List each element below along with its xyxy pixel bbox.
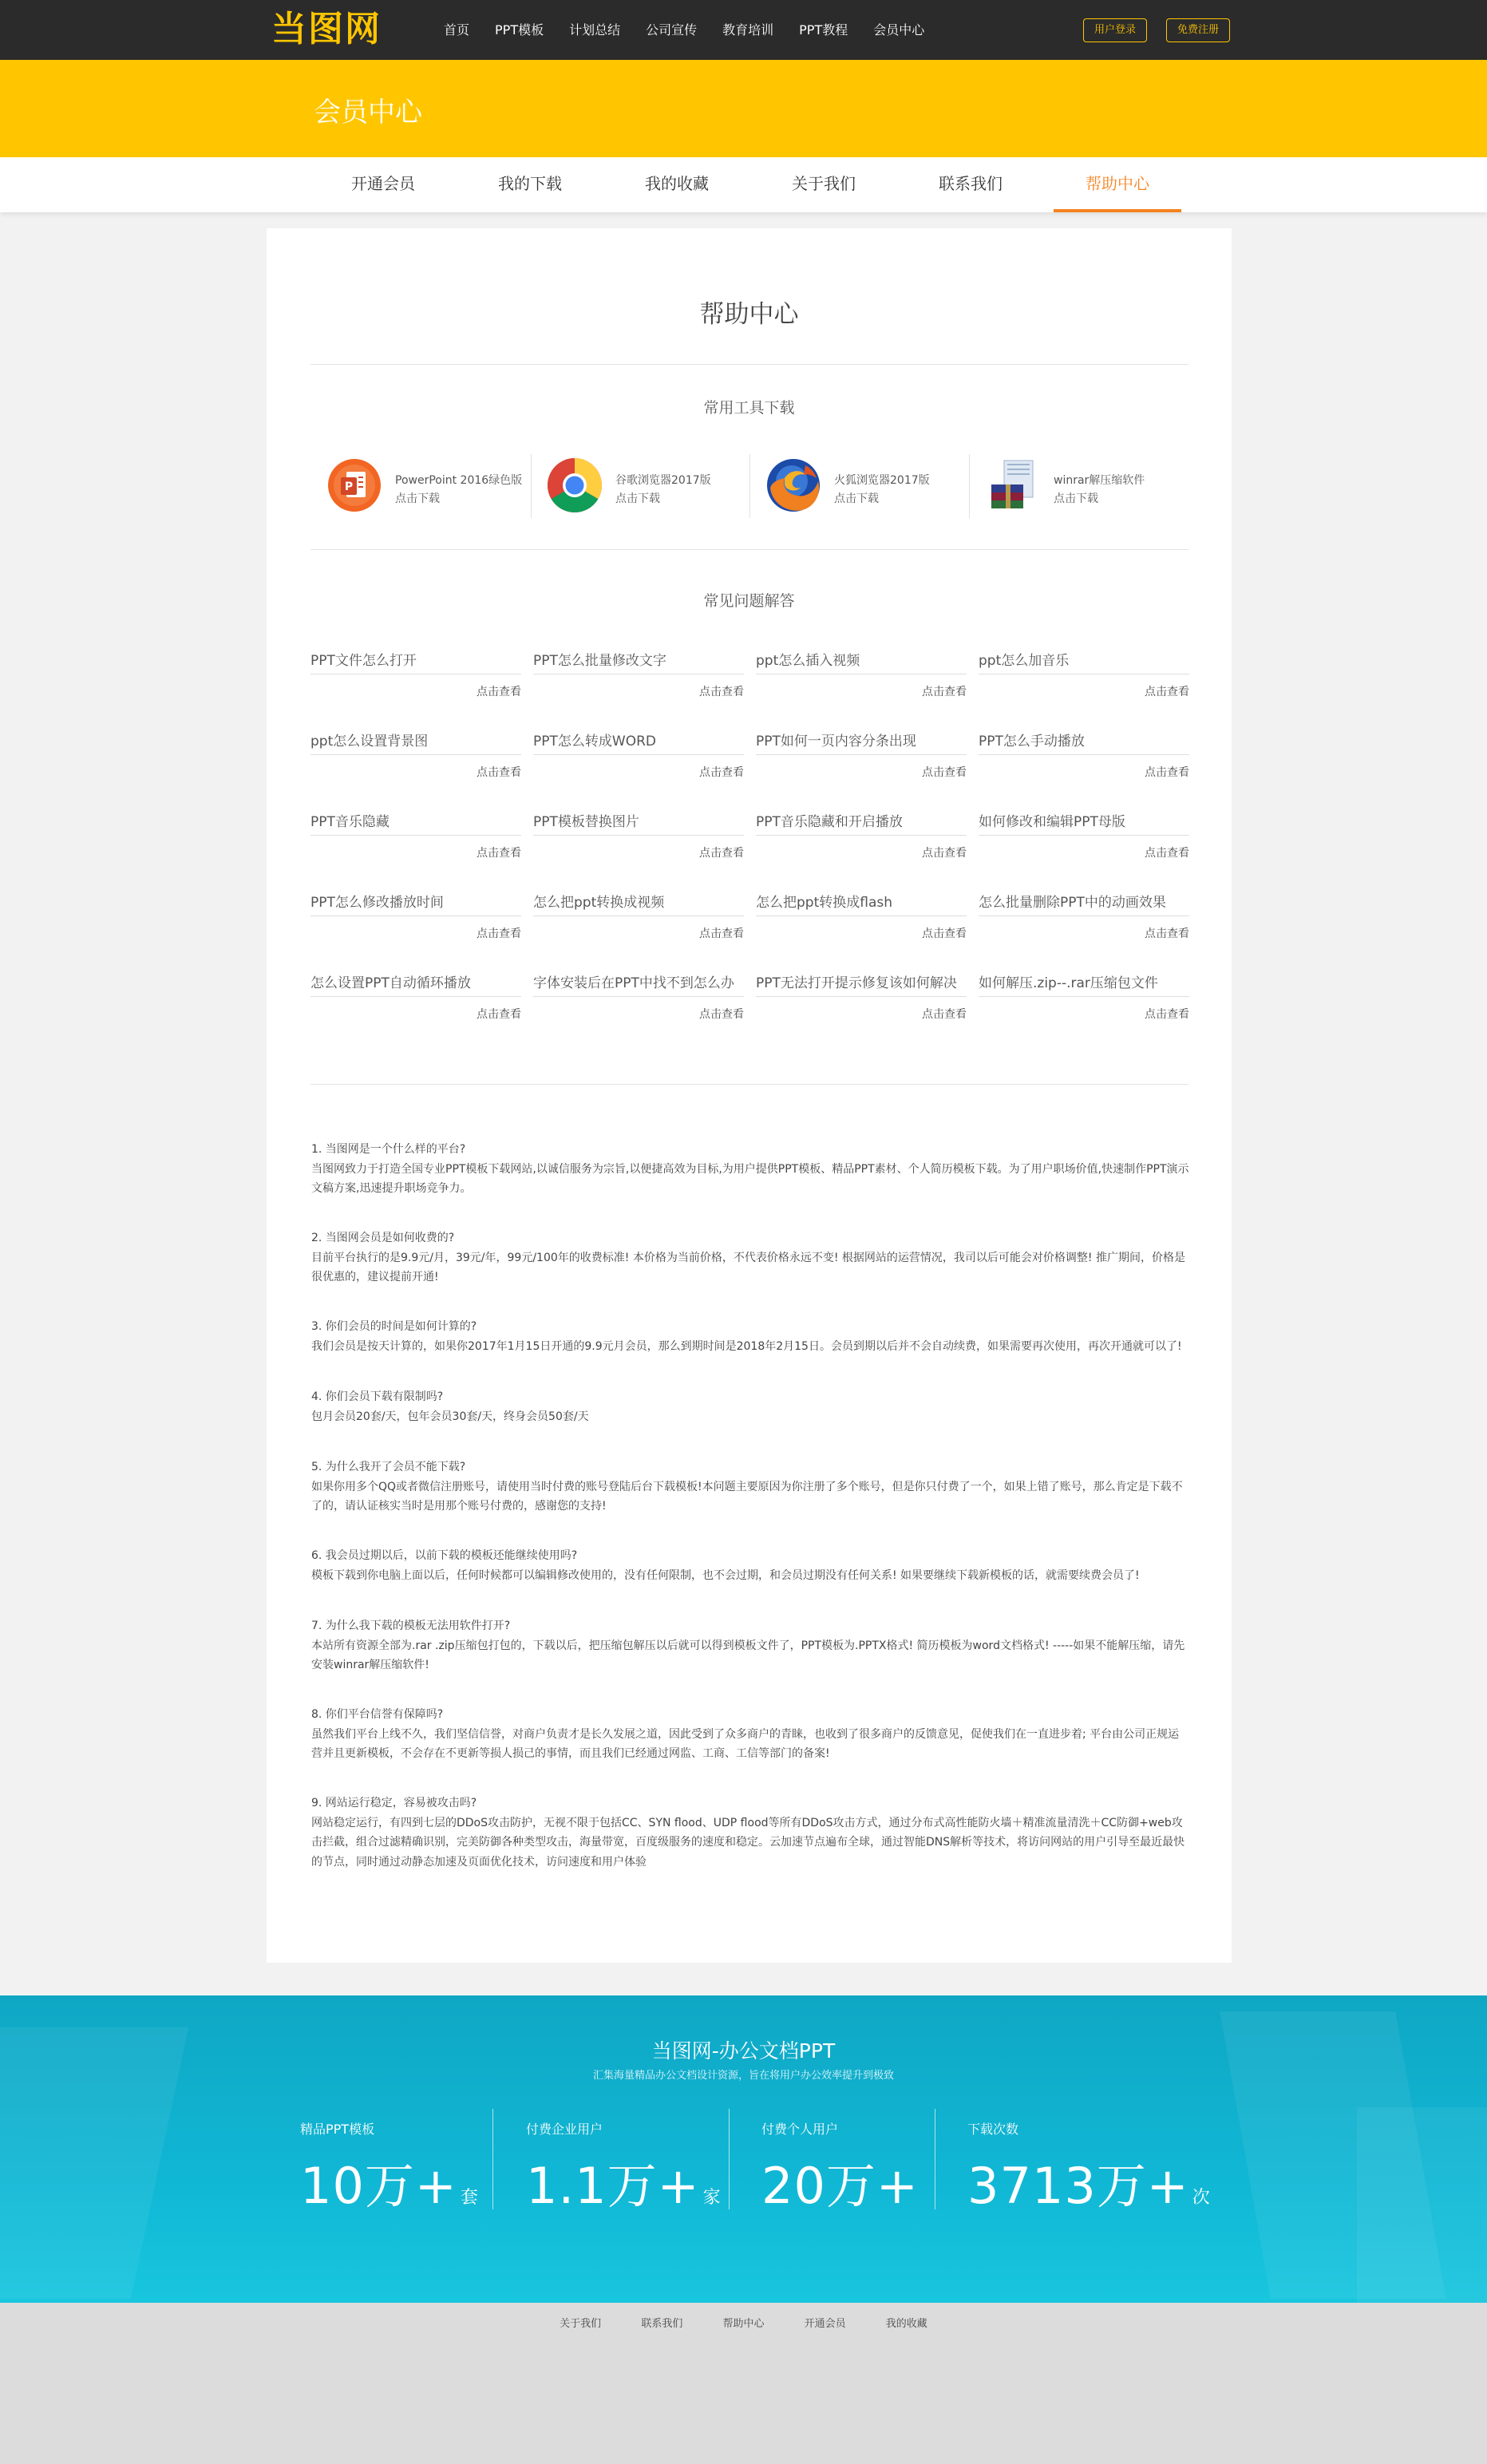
faq-question[interactable]: PPT音乐隐藏 <box>310 814 390 830</box>
help-center-panel <box>267 228 1232 1963</box>
faq-item[interactable] <box>310 649 521 705</box>
faq-question[interactable]: PPT模板替换图片 <box>533 814 639 830</box>
tab-open-membership[interactable]: 开通会员 <box>351 174 415 193</box>
faq-question[interactable]: PPT无法打开提示修复该如何解决 <box>756 975 957 991</box>
faq-section-title: 常见问题解答 <box>703 592 795 610</box>
qa-question: 7. 为什么我下载的模板无法用软件打开? <box>311 1620 511 1632</box>
nav-education[interactable]: 教育培训 <box>722 22 774 38</box>
footer-bottom <box>0 2303 1487 2464</box>
stat-separator <box>492 2109 493 2209</box>
tool-download-link[interactable]: 点击下载 <box>1054 492 1098 505</box>
decorative-shape <box>1357 2107 1487 2303</box>
qa-block <box>311 1228 1189 1287</box>
register-button[interactable]: 免费注册 <box>1166 18 1230 42</box>
footer-subtitle: 汇集海量精品办公文档设计资源，旨在将用户办公效率提升到极致 <box>592 2070 894 2082</box>
faq-question[interactable]: PPT文件怎么打开 <box>310 653 417 669</box>
tool-item-powerpoint[interactable] <box>310 454 529 518</box>
faq-view-link[interactable]: 点击查看 <box>1145 766 1189 779</box>
qa-question: 1. 当图网是一个什么样的平台? <box>311 1143 466 1156</box>
faq-item[interactable] <box>533 891 744 947</box>
faq-item[interactable] <box>533 971 744 1027</box>
faq-question[interactable]: PPT怎么转成WORD <box>533 734 656 749</box>
faq-view-link[interactable]: 点击查看 <box>922 927 967 940</box>
faq-question[interactable]: ppt怎么加音乐 <box>979 653 1070 669</box>
stat-number: 1.1万+ <box>526 2157 700 2215</box>
footer-link-contact[interactable]: 联系我们 <box>641 2318 683 2330</box>
divider <box>310 549 1188 550</box>
faq-item[interactable] <box>533 649 744 705</box>
faq-item[interactable] <box>310 891 521 947</box>
powerpoint-icon <box>326 457 382 513</box>
stat-label: 下载次数 <box>967 2122 1019 2137</box>
divider <box>756 996 967 997</box>
faq-view-link[interactable]: 点击查看 <box>477 847 521 860</box>
faq-question[interactable]: 如何修改和编辑PPT母版 <box>979 814 1125 830</box>
divider <box>310 835 521 836</box>
faq-view-link[interactable]: 点击查看 <box>699 686 744 698</box>
footer-title: 当图网-办公文档PPT <box>651 2039 836 2063</box>
winrar-icon <box>985 457 1041 513</box>
stat-value <box>300 2146 479 2217</box>
qa-answer: 模板下载到你电脑上面以后，任何时候都可以编辑修改使用的，没有任何限制，也不会过期，和会员过期没有任何关系! 如果要继续下载新模板的话，就需要续费会员了! <box>311 1568 1140 1582</box>
nav-plan-summary[interactable]: 计划总结 <box>569 22 621 38</box>
nav-ppt-tutorial[interactable]: PPT教程 <box>799 22 848 38</box>
tab-help-center[interactable]: 帮助中心 <box>1054 157 1181 212</box>
page-banner <box>0 60 1487 157</box>
faq-question[interactable]: 字体安装后在PPT中找不到怎么办 <box>533 975 734 991</box>
faq-view-link[interactable]: 点击查看 <box>699 1008 744 1021</box>
nav-company-promo[interactable]: 公司宣传 <box>646 22 698 38</box>
faq-item[interactable] <box>533 730 744 785</box>
faq-item[interactable] <box>756 649 967 705</box>
faq-question[interactable]: 怎么把ppt转换成视频 <box>533 895 665 911</box>
faq-view-link[interactable]: 点击查看 <box>699 927 744 940</box>
divider <box>979 754 1189 755</box>
faq-question[interactable]: PPT音乐隐藏和开启播放 <box>756 814 903 830</box>
tab-my-favorites[interactable]: 我的收藏 <box>645 174 709 193</box>
main-nav <box>444 0 950 60</box>
tool-name: 谷歌浏览器2017版 <box>615 474 711 487</box>
stat-label: 精品PPT模板 <box>300 2122 375 2137</box>
footer-links <box>0 2315 1487 2330</box>
page-title: 帮助中心 <box>699 300 799 329</box>
faq-item[interactable] <box>979 971 1189 1027</box>
faq-item[interactable] <box>979 649 1189 705</box>
svg-text:P: P <box>344 481 354 493</box>
qa-answer: 我们会员是按天计算的，如果你2017年1月15日开通的9.9元月会员，那么到期时间是2018年2月15日。会员到期以后并不会自动续费，如果需要再次使用，再次开通就可以了! <box>311 1339 1182 1353</box>
tool-download-link[interactable]: 点击下载 <box>395 492 440 505</box>
faq-item[interactable] <box>756 891 967 947</box>
faq-view-link[interactable]: 点击查看 <box>477 1008 521 1021</box>
faq-item[interactable] <box>756 810 967 866</box>
qa-question: 5. 为什么我开了会员不能下载? <box>311 1461 466 1473</box>
faq-item[interactable] <box>310 810 521 866</box>
site-logo[interactable]: 当图网 <box>271 9 382 49</box>
tool-name: 火狐浏览器2017版 <box>834 474 930 487</box>
qa-answer: 目前平台执行的是9.9元/月，39元/年，99元/100年的收费标准! 本价格为当前价格，不代表价格永远不变! 根据网站的运营情况，我司以后可能会对价格调整! 推广期间，价格是很优惠的，建议提前开通! <box>311 1251 1185 1283</box>
qa-question: 3. 你们会员的时间是如何计算的? <box>311 1320 477 1333</box>
faq-view-link[interactable]: 点击查看 <box>1145 686 1189 698</box>
faq-question[interactable]: PPT如何一页内容分条出现 <box>756 734 916 749</box>
nav-home[interactable]: 首页 <box>444 22 470 38</box>
qa-answer: 本站所有资源全部为.rar .zip压缩包打包的，下载以后，把压缩包解压以后就可以得到模板文件了，PPT模板为.PPTX格式! 简历模板为word文档格式! -----如果不能解压缩，请先安装winrar解压缩软件! <box>311 1639 1185 1671</box>
faq-question[interactable]: 怎么批量删除PPT中的动画效果 <box>979 895 1166 911</box>
nav-ppt-templates[interactable]: PPT模板 <box>495 22 544 38</box>
faq-view-link[interactable]: 点击查看 <box>922 766 967 779</box>
faq-view-link[interactable]: 点击查看 <box>922 1008 967 1021</box>
divider <box>533 835 744 836</box>
stat-unit: 家 <box>702 2188 722 2208</box>
faq-view-link[interactable]: 点击查看 <box>1145 1008 1189 1021</box>
qa-answer: 网站稳定运行，有四到七层的DDoS攻击防护，无视不限于包括CC、SYN flood、UDP flood等所有DDoS攻击方式，通过分布式高性能防火墙＋精准流量清洗＋CC防御+web攻击拦截，组合过滤精确识别，完美防御各种类型攻击，海量带宽，百度级服务的速度和稳定。云加速节点遍布全球，通过智能DNS解析等技术，将访问网站的用户引导至最近最快的节点，同时通过动静态加速及页面优化技术，访问速度和用户体验 <box>311 1816 1185 1869</box>
qa-answer: 包月会员20套/天，包年会员30套/天，终身会员50套/天 <box>311 1410 589 1423</box>
faq-item[interactable] <box>756 730 967 785</box>
footer-link-favorites[interactable]: 我的收藏 <box>885 2318 927 2330</box>
tool-item-firefox[interactable] <box>749 454 968 518</box>
qa-block <box>311 1457 1189 1517</box>
divider <box>979 996 1189 997</box>
qa-block <box>311 1705 1189 1764</box>
qa-question: 9. 网站运行稳定，容易被攻击吗? <box>311 1797 477 1809</box>
member-tabs <box>0 157 1487 212</box>
faq-view-link[interactable]: 点击查看 <box>477 686 521 698</box>
qa-answer: 虽然我们平台上线不久，我们坚信信誉，对商户负责才是长久发展之道，因此受到了众多商户的青睐，也收到了很多商户的反馈意见，促使我们在一直进步着; 平台由公司正规运营并且更新模板，不会存在不更新等损人损己的事情，而且我们已经通过网监、工商、工信等部门的备案! <box>311 1727 1180 1760</box>
nav-member-center[interactable]: 会员中心 <box>873 22 925 38</box>
tool-download-link[interactable]: 点击下载 <box>615 492 660 505</box>
stat-number: 10万+ <box>300 2157 457 2215</box>
footer-stats <box>0 1995 1487 2303</box>
stat-number: 3713万+ <box>967 2157 1189 2215</box>
qa-block <box>311 1546 1189 1585</box>
tool-item-winrar[interactable] <box>969 454 1188 518</box>
divider <box>310 364 1188 365</box>
qa-block <box>311 1140 1189 1199</box>
faq-item[interactable] <box>756 971 967 1027</box>
stat-number: 20万+ <box>761 2157 919 2215</box>
chrome-icon <box>547 457 603 513</box>
faq-question[interactable]: PPT怎么手动播放 <box>979 734 1085 749</box>
top-navbar <box>0 0 1487 60</box>
stat-value <box>526 2146 722 2217</box>
qa-question: 8. 你们平台信誉有保障吗? <box>311 1708 444 1721</box>
faq-item[interactable] <box>979 730 1189 785</box>
qa-block <box>311 1387 1189 1426</box>
divider <box>979 835 1189 836</box>
footer-link-help[interactable]: 帮助中心 <box>722 2318 765 2330</box>
stat-label: 付费个人用户 <box>761 2122 839 2137</box>
divider <box>533 996 744 997</box>
divider <box>310 1084 1188 1085</box>
faq-question[interactable]: PPT怎么修改播放时间 <box>310 895 444 911</box>
faq-item[interactable] <box>533 810 744 866</box>
banner-title: 会员中心 <box>314 97 422 129</box>
faq-view-link[interactable]: 点击查看 <box>1145 847 1189 860</box>
faq-question[interactable]: PPT怎么批量修改文字 <box>533 653 666 669</box>
tool-download-link[interactable]: 点击下载 <box>834 492 879 505</box>
stat-label: 付费企业用户 <box>526 2122 603 2137</box>
qa-question: 4. 你们会员下载有限制吗? <box>311 1390 444 1403</box>
tool-item-chrome[interactable] <box>531 454 749 518</box>
tab-contact-us[interactable]: 联系我们 <box>939 174 1003 193</box>
divider <box>756 754 967 755</box>
faq-view-link[interactable]: 点击查看 <box>922 847 967 860</box>
stat-value <box>967 2146 1211 2217</box>
footer-link-membership[interactable]: 开通会员 <box>804 2318 846 2330</box>
stat-separator <box>729 2109 730 2209</box>
qa-block <box>311 1616 1189 1675</box>
faq-question[interactable]: ppt怎么设置背景图 <box>310 734 429 749</box>
qa-question: 6. 我会员过期以后，以前下载的模板还能继续使用吗? <box>311 1549 578 1562</box>
divider <box>310 754 521 755</box>
stat-unit: 次 <box>1192 2188 1211 2208</box>
faq-question[interactable]: 怎么把ppt转换成flash <box>756 895 893 911</box>
divider <box>533 754 744 755</box>
faq-view-link[interactable]: 点击查看 <box>1145 927 1189 940</box>
faq-question[interactable]: 怎么设置PPT自动循环播放 <box>310 975 471 991</box>
qa-block <box>311 1317 1189 1356</box>
faq-view-link[interactable]: 点击查看 <box>477 766 521 779</box>
qa-question: 2. 当图网会员是如何收费的? <box>311 1232 455 1244</box>
faq-view-link[interactable]: 点击查看 <box>699 847 744 860</box>
divider <box>310 996 521 997</box>
faq-question[interactable]: 如何解压.zip--.rar压缩包文件 <box>979 975 1158 991</box>
stat-value <box>761 2146 922 2217</box>
login-button[interactable]: 用户登录 <box>1083 18 1147 42</box>
qa-block <box>311 1794 1189 1872</box>
tool-name: winrar解压缩软件 <box>1054 474 1145 487</box>
faq-view-link[interactable]: 点击查看 <box>477 927 521 940</box>
qa-answer: 当图网致力于打造全国专业PPT模板下载网站,以诚信服务为宗旨,以便捷高效为目标,为用户提供PPT模板、精品PPT素材、个人简历模板下载。为了用户职场价值,快速制作PPT演示文稿方案,迅速提升职场竞争力。 <box>311 1162 1189 1195</box>
faq-item[interactable] <box>979 810 1189 866</box>
tab-my-downloads[interactable]: 我的下载 <box>498 174 562 193</box>
tools-section-title: 常用工具下载 <box>703 399 795 417</box>
footer-link-about[interactable]: 关于我们 <box>560 2318 602 2330</box>
faq-item[interactable] <box>310 730 521 785</box>
divider <box>756 835 967 836</box>
faq-item[interactable] <box>979 891 1189 947</box>
qa-answer: 如果你用多个QQ或者微信注册账号，请使用当时付费的账号登陆后台下载模板!本问题主要原因为你注册了多个账号，但是你只付费了一个，如果上错了账号，那么肯定是下载不了的，请认证核实当时是用那个账号付费的，感谢您的支持! <box>311 1480 1183 1513</box>
faq-question[interactable]: ppt怎么插入视频 <box>756 653 860 669</box>
faq-view-link[interactable]: 点击查看 <box>699 766 744 779</box>
faq-view-link[interactable]: 点击查看 <box>922 686 967 698</box>
firefox-icon <box>765 457 821 513</box>
stat-unit: 套 <box>460 2188 479 2208</box>
tab-about-us[interactable]: 关于我们 <box>792 174 856 193</box>
faq-item[interactable] <box>310 971 521 1027</box>
tool-name: PowerPoint 2016绿色版 <box>395 474 523 487</box>
